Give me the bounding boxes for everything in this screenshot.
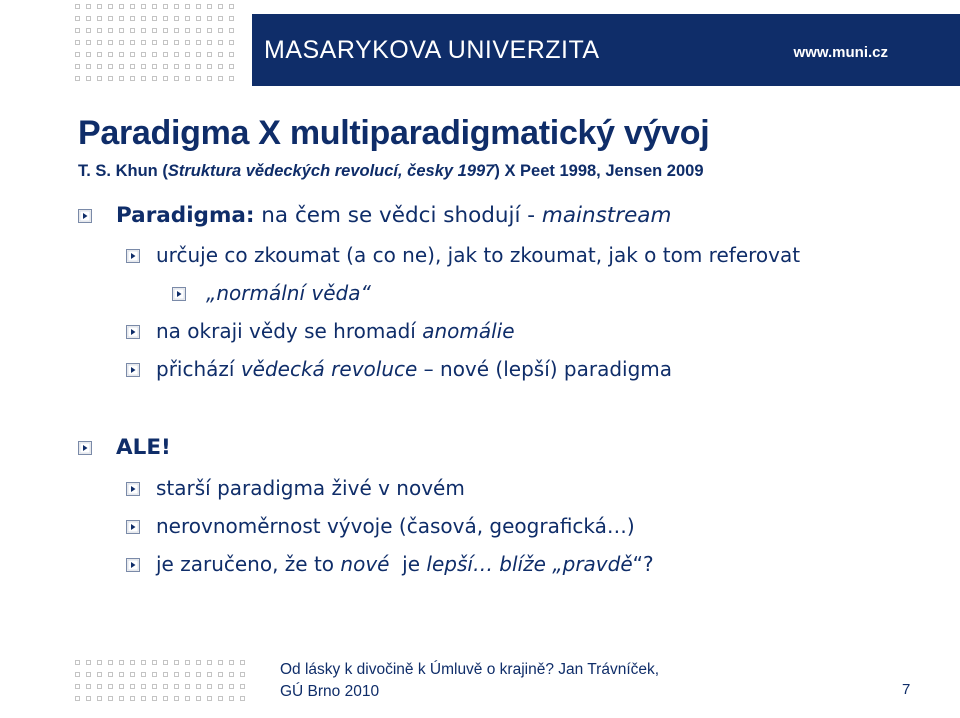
grid-dot xyxy=(97,28,102,33)
grid-dot xyxy=(229,4,234,9)
grid-dot xyxy=(86,696,91,701)
grid-dot xyxy=(185,4,190,9)
grid-dot xyxy=(86,672,91,677)
grid-dot xyxy=(174,64,179,69)
grid-dot xyxy=(196,64,201,69)
arrow-box-icon xyxy=(126,249,141,264)
grid-dot xyxy=(130,696,135,701)
grid-dot xyxy=(119,76,124,81)
grid-dot xyxy=(174,28,179,33)
grid-dot xyxy=(207,4,212,9)
grid-dot xyxy=(229,52,234,57)
page-number: 7 xyxy=(902,681,911,698)
grid-dot xyxy=(185,76,190,81)
slide-header xyxy=(0,0,960,86)
bullet-anomalie xyxy=(156,319,515,343)
grid-dot xyxy=(185,52,190,57)
decorative-dot-grid-bottom xyxy=(75,660,251,708)
grid-dot xyxy=(141,40,146,45)
subtitle-book-title: Struktura vědeckých revolucí, česky 1997 xyxy=(167,162,495,180)
bullet-nerovnomernost xyxy=(156,514,635,538)
grid-dot xyxy=(108,672,113,677)
grid-dot xyxy=(75,40,80,45)
grid-dot xyxy=(86,76,91,81)
grid-dot xyxy=(130,76,135,81)
grid-dot xyxy=(141,16,146,21)
grid-dot xyxy=(163,660,168,665)
grid-dot xyxy=(229,16,234,21)
grid-dot xyxy=(152,4,157,9)
grid-dot xyxy=(141,28,146,33)
grid-dot xyxy=(240,696,245,701)
grid-dot xyxy=(163,28,168,33)
grid-dot xyxy=(174,16,179,21)
grid-dot xyxy=(75,76,80,81)
grid-dot xyxy=(141,64,146,69)
grid-dot xyxy=(218,696,223,701)
arrow-box-icon xyxy=(172,287,187,302)
bullet-ale-text: ALE! xyxy=(116,435,171,460)
bullet-zaruceno-t1: je zaručeno, že to xyxy=(156,552,341,576)
grid-dot xyxy=(185,684,190,689)
subtitle-prefix: T. S. Khun ( xyxy=(78,162,168,180)
bullet-zaruceno-nove: nové xyxy=(340,552,390,576)
grid-dot xyxy=(130,4,135,9)
bullet-zaruceno-lepsi: lepší… blíže „pravdě xyxy=(426,552,633,576)
grid-dot xyxy=(207,16,212,21)
bullet-nerovnomernost-text: nerovnoměrnost vývoje (časová, geografická…) xyxy=(156,514,635,538)
grid-dot xyxy=(174,684,179,689)
grid-dot xyxy=(174,696,179,701)
arrow-box-icon xyxy=(126,363,141,378)
grid-dot xyxy=(163,4,168,9)
grid-dot xyxy=(240,660,245,665)
grid-dot xyxy=(119,40,124,45)
grid-dot xyxy=(97,660,102,665)
arrow-box-icon xyxy=(126,482,141,497)
grid-dot xyxy=(207,40,212,45)
grid-dot xyxy=(196,696,201,701)
grid-dot xyxy=(185,672,190,677)
grid-dot xyxy=(207,28,212,33)
grid-dot xyxy=(97,76,102,81)
grid-dot xyxy=(75,660,80,665)
bullet-normalni-veda-text: „normální věda“ xyxy=(206,281,371,305)
grid-dot xyxy=(229,696,234,701)
grid-dot xyxy=(196,4,201,9)
grid-dot xyxy=(196,672,201,677)
grid-dot xyxy=(207,64,212,69)
grid-dot xyxy=(97,672,102,677)
grid-dot xyxy=(97,16,102,21)
grid-dot xyxy=(119,660,124,665)
grid-dot xyxy=(119,52,124,57)
slide-footer xyxy=(280,659,760,703)
university-url[interactable]: www.muni.cz xyxy=(793,44,888,61)
grid-dot xyxy=(174,40,179,45)
grid-dot xyxy=(75,684,80,689)
bullet-revoluce-suffix: – nové (lepší) paradigma xyxy=(417,357,673,381)
grid-dot xyxy=(174,76,179,81)
bullet-zaruceno-t2: je xyxy=(389,552,427,576)
grid-dot xyxy=(141,52,146,57)
bullet-zaruceno-t3: “? xyxy=(632,552,654,576)
grid-dot xyxy=(152,696,157,701)
grid-dot xyxy=(152,660,157,665)
grid-dot xyxy=(97,64,102,69)
grid-dot xyxy=(119,684,124,689)
bullet-zaruceno xyxy=(156,552,654,576)
grid-dot xyxy=(185,660,190,665)
grid-dot xyxy=(141,4,146,9)
grid-dot xyxy=(108,40,113,45)
grid-dot xyxy=(218,684,223,689)
grid-dot xyxy=(108,64,113,69)
subtitle-suffix: ) X Peet 1998, Jensen 2009 xyxy=(494,162,704,180)
grid-dot xyxy=(229,64,234,69)
arrow-box-icon xyxy=(78,209,93,224)
grid-dot xyxy=(218,64,223,69)
slide-title: Paradigma X multiparadigmatický vývoj xyxy=(78,114,710,152)
grid-dot xyxy=(108,684,113,689)
grid-dot xyxy=(86,64,91,69)
grid-dot xyxy=(130,40,135,45)
grid-dot xyxy=(218,40,223,45)
grid-dot xyxy=(207,672,212,677)
grid-dot xyxy=(119,4,124,9)
grid-dot xyxy=(185,16,190,21)
grid-dot xyxy=(152,16,157,21)
grid-dot xyxy=(196,684,201,689)
footer-line-1: Od lásky k divočině k Úmluvě o krajině? Jan Trávníček, xyxy=(280,661,660,678)
grid-dot xyxy=(86,684,91,689)
grid-dot xyxy=(185,64,190,69)
grid-dot xyxy=(97,696,102,701)
arrow-box-icon xyxy=(78,441,93,456)
grid-dot xyxy=(196,52,201,57)
grid-dot xyxy=(75,52,80,57)
grid-dot xyxy=(218,52,223,57)
grid-dot xyxy=(141,684,146,689)
grid-dot xyxy=(218,660,223,665)
grid-dot xyxy=(152,64,157,69)
grid-dot xyxy=(108,4,113,9)
grid-dot xyxy=(229,672,234,677)
grid-dot xyxy=(152,52,157,57)
grid-dot xyxy=(97,4,102,9)
arrow-box-icon xyxy=(126,558,141,573)
grid-dot xyxy=(174,52,179,57)
grid-dot xyxy=(229,660,234,665)
grid-dot xyxy=(130,672,135,677)
bullet-anomalie-text: na okraji vědy se hromadí xyxy=(156,319,423,343)
grid-dot xyxy=(207,696,212,701)
grid-dot xyxy=(185,40,190,45)
grid-dot xyxy=(75,696,80,701)
grid-dot xyxy=(108,28,113,33)
grid-dot xyxy=(163,672,168,677)
bullet-anomalie-italic: anomálie xyxy=(422,319,515,343)
slide-subtitle xyxy=(78,162,704,181)
grid-dot xyxy=(152,28,157,33)
bullet-paradigma-text: na čem se vědci shodují - xyxy=(254,203,542,228)
bullet-ale xyxy=(116,435,171,460)
grid-dot xyxy=(207,660,212,665)
grid-dot xyxy=(130,64,135,69)
grid-dot xyxy=(75,4,80,9)
grid-dot xyxy=(86,16,91,21)
grid-dot xyxy=(108,52,113,57)
arrow-box-icon xyxy=(126,325,141,340)
grid-dot xyxy=(207,52,212,57)
grid-dot xyxy=(229,76,234,81)
grid-dot xyxy=(75,64,80,69)
bullet-paradigma-label: Paradigma: xyxy=(116,203,255,228)
grid-dot xyxy=(152,684,157,689)
grid-dot xyxy=(86,4,91,9)
grid-dot xyxy=(185,696,190,701)
grid-dot xyxy=(86,660,91,665)
grid-dot xyxy=(130,52,135,57)
grid-dot xyxy=(75,28,80,33)
grid-dot xyxy=(163,76,168,81)
grid-dot xyxy=(240,684,245,689)
grid-dot xyxy=(108,660,113,665)
bullet-urcuje xyxy=(156,243,800,267)
arrow-box-icon xyxy=(126,520,141,535)
bullet-normalni-veda xyxy=(206,281,371,305)
university-name: MASARYKOVA UNIVERZITA xyxy=(264,36,600,64)
grid-dot xyxy=(207,76,212,81)
grid-dot xyxy=(97,40,102,45)
bullet-starsi xyxy=(156,476,465,500)
grid-dot xyxy=(174,672,179,677)
grid-dot xyxy=(196,40,201,45)
grid-dot xyxy=(130,660,135,665)
grid-dot xyxy=(163,684,168,689)
grid-dot xyxy=(163,16,168,21)
grid-dot xyxy=(196,660,201,665)
grid-dot xyxy=(130,684,135,689)
grid-dot xyxy=(196,76,201,81)
grid-dot xyxy=(86,52,91,57)
grid-dot xyxy=(108,16,113,21)
grid-dot xyxy=(108,696,113,701)
bullet-revoluce xyxy=(156,357,672,381)
grid-dot xyxy=(97,684,102,689)
grid-dot xyxy=(141,696,146,701)
grid-dot xyxy=(163,64,168,69)
grid-dot xyxy=(207,684,212,689)
grid-dot xyxy=(75,672,80,677)
grid-dot xyxy=(97,52,102,57)
grid-dot xyxy=(119,696,124,701)
grid-dot xyxy=(141,672,146,677)
grid-dot xyxy=(86,28,91,33)
bullet-paradigma-italic: mainstream xyxy=(541,203,672,228)
grid-dot xyxy=(196,28,201,33)
grid-dot xyxy=(218,4,223,9)
grid-dot xyxy=(141,660,146,665)
grid-dot xyxy=(130,28,135,33)
grid-dot xyxy=(218,672,223,677)
bullet-paradigma xyxy=(116,203,671,228)
grid-dot xyxy=(218,76,223,81)
grid-dot xyxy=(229,684,234,689)
grid-dot xyxy=(119,16,124,21)
grid-dot xyxy=(152,672,157,677)
grid-dot xyxy=(174,4,179,9)
grid-dot xyxy=(119,28,124,33)
grid-dot xyxy=(163,52,168,57)
grid-dot xyxy=(185,28,190,33)
bullet-revoluce-text: přichází xyxy=(156,357,241,381)
grid-dot xyxy=(119,64,124,69)
bullet-starsi-text: starší paradigma živé v novém xyxy=(156,476,465,500)
grid-dot xyxy=(141,76,146,81)
decorative-dot-grid-top xyxy=(75,4,240,88)
grid-dot xyxy=(174,660,179,665)
grid-dot xyxy=(218,16,223,21)
grid-dot xyxy=(196,16,201,21)
grid-dot xyxy=(229,40,234,45)
grid-dot xyxy=(163,40,168,45)
grid-dot xyxy=(229,28,234,33)
grid-dot xyxy=(152,40,157,45)
grid-dot xyxy=(119,672,124,677)
grid-dot xyxy=(86,40,91,45)
grid-dot xyxy=(163,696,168,701)
bullet-urcuje-text: určuje co zkoumat (a co ne), jak to zkoumat, jak o tom referovat xyxy=(156,243,801,267)
grid-dot xyxy=(108,76,113,81)
bullet-revoluce-italic: vědecká revoluce xyxy=(240,357,418,381)
footer-line-2: GÚ Brno 2010 xyxy=(280,683,380,700)
grid-dot xyxy=(152,76,157,81)
grid-dot xyxy=(240,672,245,677)
grid-dot xyxy=(218,28,223,33)
grid-dot xyxy=(130,16,135,21)
grid-dot xyxy=(75,16,80,21)
